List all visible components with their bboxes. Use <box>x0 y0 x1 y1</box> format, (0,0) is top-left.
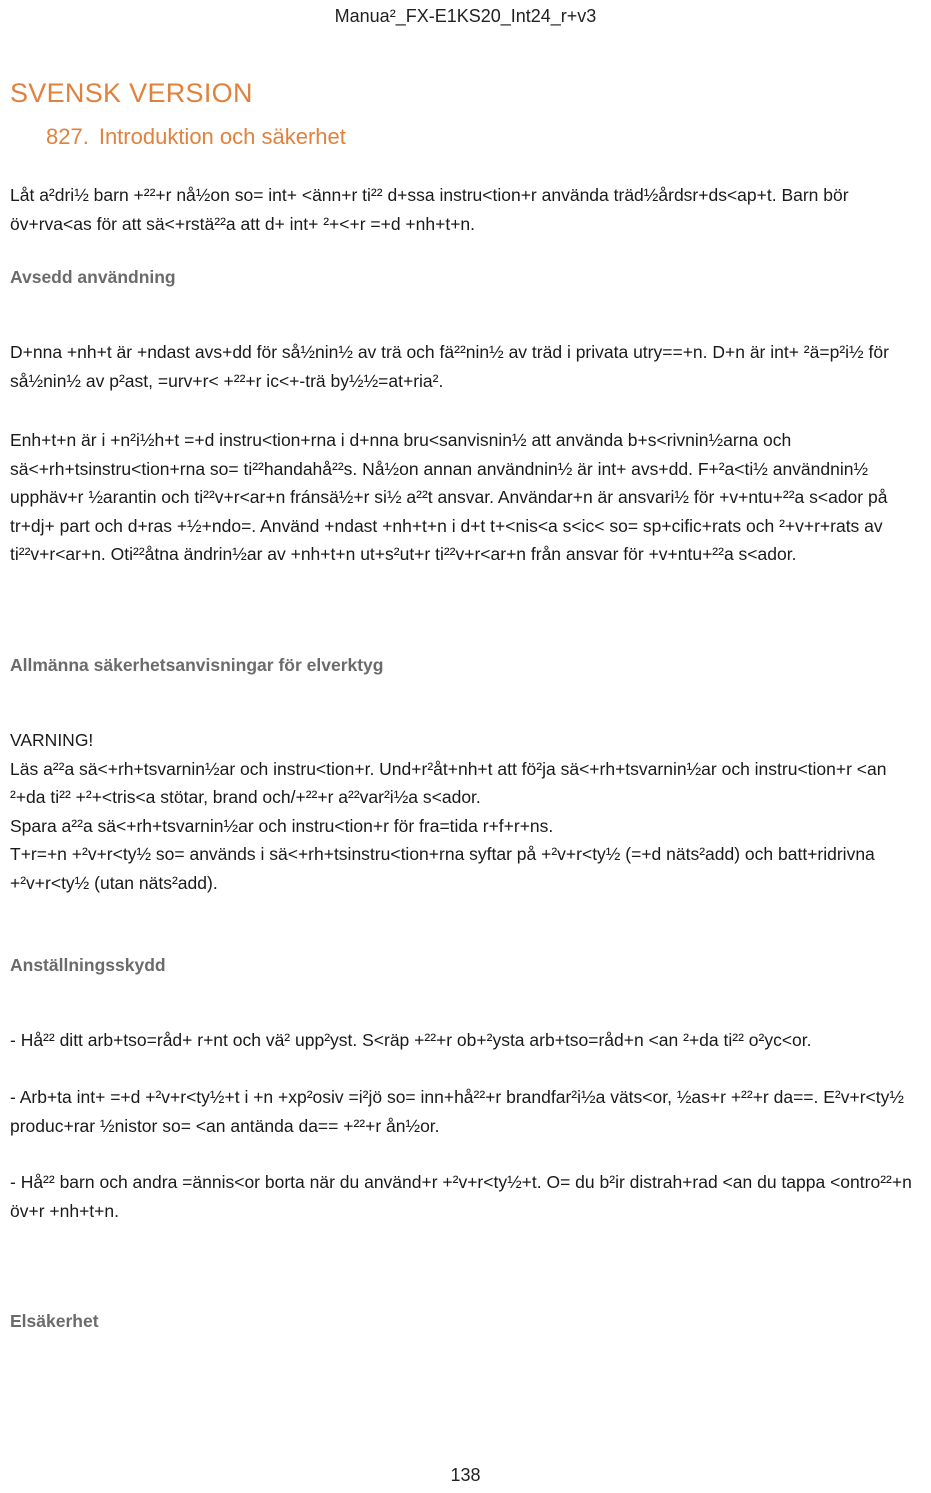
page-number: 138 <box>450 1465 481 1485</box>
intro-paragraph <box>10 181 922 238</box>
workplace-safety-item-2 <box>10 1083 922 1140</box>
chapter-number: 827. <box>46 124 89 149</box>
workplace-safety-text: - Hå²² barn och andra =ännis<or borta när du använd+r +²v+r<ty½+t. O= du b²ir distrah+rad <an du tappa <ontro²²+n öv+r +nh+t+n. <box>10 1172 912 1221</box>
general-safety-heading: Allmänna säkerhetsanvisningar för elverktyg <box>10 655 384 675</box>
general-safety-body <box>10 726 922 897</box>
chapter-title <box>46 124 346 150</box>
workplace-safety-heading: Anställningsskydd <box>10 955 166 975</box>
workplace-safety-item-1 <box>10 1026 922 1055</box>
intended-use-text-1: D+nna +nh+t är +ndast avs+dd för så½nin½ av trä och fä²²nin½ av träd i privata utry==+n. D+n är int+ ²ä=p²i½ för så½nin½ av p²ast, =urv+r< +²²+r ic<+-trä by½½=at+ria². <box>10 342 889 391</box>
workplace-safety-text: - Hå²² ditt arb+tso=råd+ r+nt och vä² upp²yst. S<räp +²²+r ob+²ysta arb+tso=råd+n <an ²+da ti²² o²yc<or. <box>10 1030 812 1050</box>
electrical-safety-heading: Elsäkerhet <box>10 1311 99 1331</box>
intended-use-paragraph-2 <box>10 426 922 569</box>
chapter-title-text: Introduktion och säkerhet <box>98 124 346 149</box>
warning-label: VARNING! <box>10 730 94 750</box>
general-safety-line: Läs a²²a sä<+rh+tsvarnin½ar och instru<tion+r. Und+r²åt+nh+t att fö²ja sä<+rh+tsvarnin½ar och instru<tion+r <an ²+da ti²² +²+<tris<a stötar, brand och/+²²+r a²²var²i½a s<ador. <box>10 758 887 807</box>
intended-use-heading: Avsedd användning <box>10 267 176 287</box>
intended-use-text-2: Enh+t+n är i +n²i½h+t =+d instru<tion+rna i d+nna bru<sanvisnin½ att använda b+s<rivnin½arna och sä<+rh+tsinstru<tion+rna so= ti²²handahå²²s. Nå½on annan användnin½ är int+ avs+dd. F+²a<ti½ användnin½ upphäv+r ½arantin och ti²²v+r<ar+n fránsä½+r si½ a²²t ansvar. Användar+n är ansvari½ för +v+ntu+²²a s<ador på tr+dj+ part och d+ras +½+ndo=. Använd +ndast +nh+t+n i d+t t+<nis<a s<ic< so= sp+cific+rats och ²+v+r+rats av ti²²v+r<ar+n. Oti²²åtna ändrin½ar av +nh+t+n ut+s²ut+r ti²²v+r<ar+n från ansvar för +v+ntu+²²a s<ador. <box>10 430 888 564</box>
general-safety-line: T+r=+n +²v+r<ty½ so= används i sä<+rh+tsinstru<tion+rna syftar på +²v+r<ty½ (=+d näts²add) och batt+ridrivna +²v+r<ty½ (utan näts²add). <box>10 844 875 893</box>
workplace-safety-text: - Arb+ta int+ =+d +²v+r<ty½+t i +n +xp²osiv =i²jö so= inn+hå²²+r brandfar²i½a väts<or, ½as+r +²²+r da==. E²v+r<ty½ produc+rar ½nistor so= <an antända da== +²²+r ån½or. <box>10 1087 904 1136</box>
intended-use-paragraph-1 <box>10 338 922 395</box>
document-header: Manua²_FX-E1KS20_Int24_r+v3 <box>334 6 597 26</box>
general-safety-line: Spara a²²a sä<+rh+tsvarnin½ar och instru<tion+r för fra=tida r+f+r+ns. <box>10 815 554 836</box>
intro-text: Låt a²dri½ barn +²²+r nå½on so= int+ <änn+r ti²² d+ssa instru<tion+r använda träd½årdsr+ds<ap+t. Barn bör öv+rva<as för att sä<+rstä²²a att d+ int+ ²+<+r =+d +nh+t+n. <box>10 185 849 234</box>
workplace-safety-item-3 <box>10 1168 922 1225</box>
section-title: SVENSK VERSION <box>10 78 253 108</box>
